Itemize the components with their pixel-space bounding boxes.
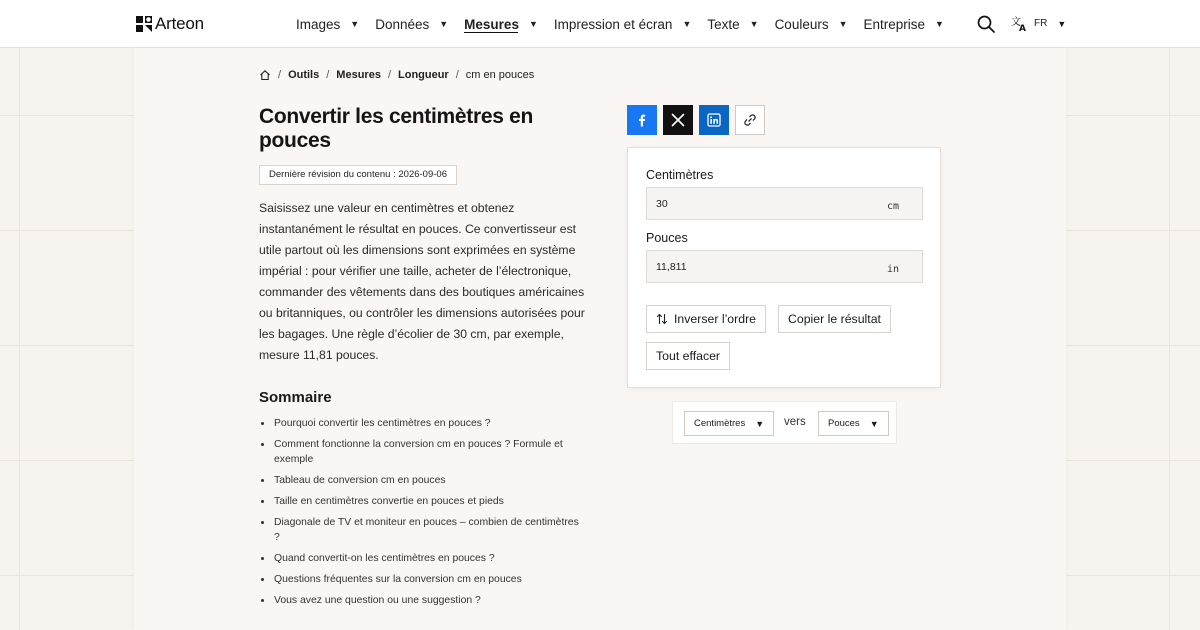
caret-down-icon: ▼ — [935, 19, 944, 29]
breadcrumb-separator: / — [387, 69, 391, 81]
to-unit-select[interactable] — [818, 411, 889, 436]
link-icon — [743, 113, 757, 127]
translate-icon — [1011, 15, 1028, 32]
search-icon — [977, 15, 995, 33]
copy-link-button[interactable] — [735, 105, 765, 135]
nav-item-donnees[interactable] — [375, 0, 448, 48]
caret-down-icon: ▼ — [838, 19, 848, 29]
caret-down-icon: ▼ — [749, 19, 759, 29]
summary-title: Sommaire — [259, 389, 332, 406]
breadcrumb-separator: / — [455, 69, 459, 81]
swap-order-label: Inverser l’ordre — [674, 312, 757, 326]
nav-item-mesures[interactable] — [464, 0, 538, 48]
summary-link[interactable]: Vous avez une question ou une suggestion ? — [259, 593, 579, 608]
language-selector[interactable] — [1011, 15, 1066, 32]
summary-link[interactable]: Tableau de conversion cm en pouces — [259, 473, 579, 488]
revision-badge: Dernière révision du contenu : 2026-09-06 — [259, 165, 457, 185]
summary-list — [259, 416, 579, 614]
unit-connector-text: vers — [784, 416, 806, 428]
breadcrumb-separator: / — [326, 69, 330, 81]
nav-item-couleurs[interactable] — [775, 0, 848, 48]
clear-all-button[interactable] — [646, 342, 730, 370]
caret-down-icon: ▼ — [1057, 18, 1067, 29]
breadcrumb — [259, 69, 534, 81]
nav-item-entreprise[interactable] — [864, 0, 944, 48]
logo[interactable] — [136, 14, 204, 34]
centimeters-value: 30 — [656, 198, 668, 210]
caret-down-icon: ▼ — [528, 19, 538, 29]
share-linkedin-button[interactable] — [699, 105, 729, 135]
breadcrumb-item-outils[interactable]: Outils — [288, 69, 320, 81]
nav-item-label: Entreprise — [863, 16, 926, 32]
clear-all-label: Tout effacer — [656, 349, 721, 363]
top-navigation-bar — [0, 0, 1200, 48]
from-unit-value: Centimètres — [694, 418, 746, 429]
logo-icon — [136, 16, 152, 32]
breadcrumb-item-mesures[interactable]: Mesures — [336, 69, 381, 81]
from-field-label: Centimètres — [646, 168, 714, 182]
summary-link[interactable]: Taille en centimètres convertie en pouces et pieds — [259, 494, 579, 509]
summary-link[interactable]: Quand convertit-on les centimètres en pouces ? — [259, 551, 579, 566]
main-content — [134, 48, 1066, 630]
caret-down-icon: ▼ — [755, 418, 765, 429]
from-unit-select[interactable] — [684, 411, 774, 436]
language-code: FR — [1034, 18, 1048, 29]
nav-item-label: Texte — [707, 16, 740, 32]
copy-result-button[interactable] — [778, 305, 891, 333]
nav-item-label: Données — [375, 16, 430, 32]
share-buttons — [627, 105, 765, 135]
svg-text:A: A — [1019, 24, 1026, 32]
to-field-label: Pouces — [646, 231, 688, 245]
nav-item-label: Impression et écran — [553, 16, 673, 32]
inches-input[interactable] — [646, 250, 923, 283]
breadcrumb-current: cm en pouces — [465, 69, 535, 81]
home-icon[interactable] — [259, 69, 271, 81]
linkedin-icon — [707, 113, 721, 127]
copy-result-label: Copier le résultat — [788, 312, 881, 326]
converter-panel — [627, 147, 941, 388]
swap-icon — [656, 313, 668, 325]
to-unit-value: Pouces — [828, 418, 860, 429]
nav-item-texte[interactable] — [707, 0, 758, 48]
centimeters-unit: cm — [886, 201, 899, 212]
svg-text:文: 文 — [1011, 17, 1021, 28]
share-facebook-button[interactable] — [627, 105, 657, 135]
summary-link[interactable]: Questions fréquentes sur la conversion cm en pouces — [259, 572, 579, 587]
nav-item-images[interactable] — [296, 0, 359, 48]
caret-down-icon: ▼ — [439, 19, 449, 29]
summary-link[interactable]: Pourquoi convertir les centimètres en pouces ? — [259, 416, 579, 431]
nav-item-label: Mesures — [464, 16, 519, 32]
inches-unit: in — [886, 264, 899, 275]
caret-down-icon: ▼ — [350, 19, 360, 29]
intro-paragraph: Saisissez une valeur en centimètres et obtenez instantanément le résultat en pouces. Ce convertisseur est utile partout où les dimensions sont exprimées en système impérial : pour vérifier une taille, acheter de l’électronique, commander des vêtements dans des boutiques américaines ou britanniques, ou contrôler les dimensions autorisées pour les bagages. Une règle d’écolier de 30 cm, par exemple, mesure 11,81 pouces. — [259, 201, 585, 362]
summary-link[interactable]: Diagonale de TV et moniteur en pouces – combien de centimètres ? — [259, 515, 579, 545]
swap-order-button[interactable] — [646, 305, 766, 333]
caret-down-icon: ▼ — [869, 418, 879, 429]
main-nav — [296, 0, 960, 48]
breadcrumb-separator: / — [278, 69, 282, 81]
nav-item-impression-ecran[interactable] — [554, 0, 691, 48]
logo-text: Arteon — [155, 14, 204, 33]
caret-down-icon: ▼ — [682, 19, 692, 29]
summary-link[interactable]: Comment fonctionne la conversion cm en pouces ? Formule et exemple — [259, 437, 579, 467]
search-button[interactable] — [977, 15, 995, 33]
x-icon — [671, 113, 685, 127]
unit-selector-bar — [672, 401, 897, 444]
nav-item-label: Images — [296, 16, 341, 32]
centimeters-input[interactable] — [646, 187, 923, 220]
inches-value: 11,811 — [656, 261, 687, 273]
nav-item-label: Couleurs — [774, 16, 829, 32]
share-x-button[interactable] — [663, 105, 693, 135]
facebook-icon — [635, 113, 649, 127]
breadcrumb-item-longueur[interactable]: Longueur — [398, 69, 449, 81]
page-title: Convertir les centimètres en pouces — [259, 105, 534, 152]
